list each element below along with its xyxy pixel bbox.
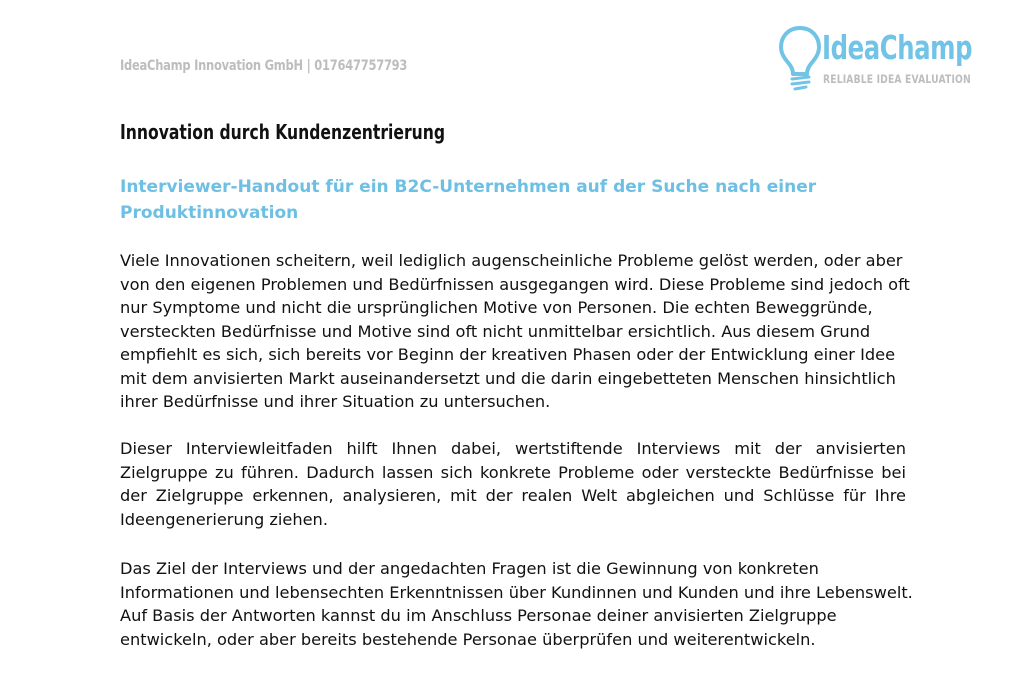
logo-name: IdeaChamp — [822, 28, 973, 67]
company-header-line: IdeaChamp Innovation GmbH | 017647757793 — [120, 58, 408, 74]
paragraph-guide: Dieser Interviewleitfaden hilft Ihnen dabei, wertstiftende Interviews mit der anvisierten Zielgruppe zu führen. Dadurch lassen sich konkrete Probleme oder versteckte Bedürfnisse bei der Zielgruppe erkennen, analysieren, mit der realen Welt abgleichen und Schlüsse für Ihre Ideengenerierung ziehen. — [120, 439, 906, 529]
ideachamp-logo — [778, 24, 978, 94]
logo-tagline: RELIABLE IDEA EVALUATION — [823, 72, 971, 86]
document-subtitle: Interviewer-Handout für ein B2C-Unternehmen auf der Suche nach einer Produktinnovation — [120, 177, 817, 223]
paragraph-goal: Das Ziel der Interviews und der angedachten Fragen ist die Gewinnung von konkreten Informationen und lebensechten Erkenntnissen über Kundinnen und Kunden und ihre Lebenswelt. Auf Basis der Antworten kannst du im Anschluss Personae deiner anvisierten Zielgruppe entwickeln, oder aber bereits bestehende Personae überprüfen und weiterentwickeln. — [120, 559, 913, 649]
lightbulb-icon — [778, 24, 822, 94]
document-title: Innovation durch Kundenzentrierung — [120, 120, 446, 144]
paragraph-intro: Viele Innovationen scheitern, weil lediglich augenscheinliche Probleme gelöst werden, oder aber von den eigenen Problemen und Bedürfnissen ausgegangen wird. Diese Probleme sind jedoch oft nur Symptome und nicht die ursprünglichen Motive von Personen. Die echten Beweggründe, versteckten Bedürfnisse und Motive sind oft nicht unmittelbar ersichtlich. Aus diesem Grund empfiehlt es sich, sich bereits vor Beginn der kreativen Phasen oder der Entwicklung einer Idee mit dem anvisierten Markt auseinandersetzt und die darin eingebetteten Menschen hinsichtlich ihrer Bedürfnisse und ihrer Situation zu untersuchen. — [120, 251, 910, 411]
